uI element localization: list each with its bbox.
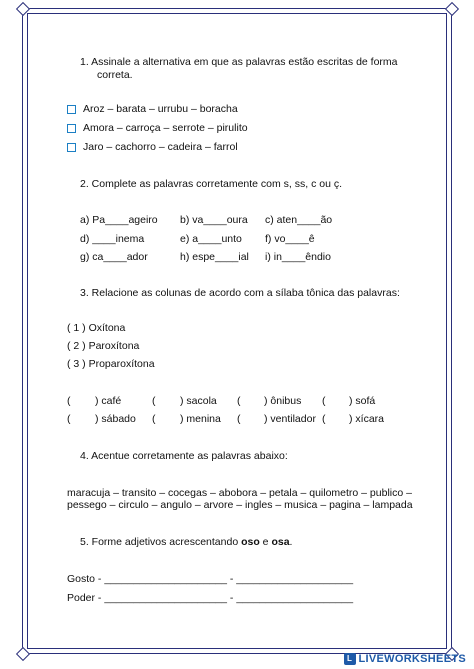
- q1-option-label: Jaro – cachorro – cadeira – farrol: [83, 141, 238, 153]
- q3-answer-paren[interactable]: (: [152, 395, 156, 407]
- q1-option-checkbox[interactable]: [67, 124, 76, 133]
- q3-answer-paren[interactable]: (: [67, 395, 71, 407]
- q3-word: ) ônibus: [264, 395, 302, 407]
- q4-words[interactable]: maracuja – transito – cocegas – abobora – petala – quilometro – publico –: [67, 487, 412, 499]
- q3-word: ) xícara: [349, 413, 385, 425]
- q3-word: ) menina: [180, 413, 221, 425]
- q5-row[interactable]: Gosto - _____________________ - ____________________: [67, 573, 354, 585]
- q3-title: 3. Relacione as colunas de acordo com a sílaba tônica das palavras:: [80, 287, 400, 299]
- q1-option-checkbox[interactable]: [67, 105, 76, 114]
- q4-title: 4. Acentue corretamente as palavras abaixo:: [80, 450, 288, 462]
- q3-word: ) sábado: [95, 413, 136, 425]
- q5-row[interactable]: Poder - _____________________ - ____________________: [67, 592, 354, 604]
- q2-title: 2. Complete as palavras corretamente com s, ss, c ou ç.: [80, 178, 343, 190]
- q1-option-label: Amora – carroça – serrote – pirulito: [83, 122, 248, 134]
- q2-item[interactable]: f) vo____ê: [265, 233, 315, 245]
- q3-word: ) café: [95, 395, 122, 407]
- q3-word: ) sacola: [180, 395, 217, 407]
- q3-word: ) sofá: [349, 395, 376, 407]
- q5-suffix-oso: oso: [241, 536, 260, 548]
- q2-item[interactable]: d) ____inema: [80, 233, 145, 245]
- q3-answer-paren[interactable]: (: [322, 395, 326, 407]
- q5-title-text: 5. Forme adjetivos acrescentando: [80, 536, 242, 548]
- q4-words[interactable]: pessego – circulo – angulo – arvore – ingles – musica – pagina – lampada: [67, 499, 413, 511]
- q5-title-conj: e: [259, 536, 272, 548]
- q3-answer-paren[interactable]: (: [152, 413, 156, 425]
- q2-item[interactable]: e) a____unto: [180, 233, 242, 245]
- q2-item[interactable]: i) in____êndio: [265, 251, 331, 263]
- q3-word: ) ventilador: [264, 413, 316, 425]
- q1-option-checkbox[interactable]: [67, 143, 76, 152]
- q1-title-cont: correta.: [97, 69, 133, 81]
- q2-item[interactable]: g) ca____ador: [80, 251, 148, 263]
- q5-title: [80, 536, 292, 549]
- q5-title-end: .: [289, 536, 293, 548]
- q2-item[interactable]: a) Pa____ageiro: [80, 214, 158, 226]
- q3-answer-paren[interactable]: (: [237, 395, 241, 407]
- q1-option-label: Aroz – barata – urrubu – boracha: [83, 103, 238, 115]
- q3-answer-paren[interactable]: (: [67, 413, 71, 425]
- q3-legend-item: ( 2 ) Paroxítona: [67, 340, 140, 352]
- q3-legend-item: ( 1 ) Oxítona: [67, 322, 126, 334]
- liveworksheets-logo-icon: L: [344, 653, 356, 665]
- q3-legend-item: ( 3 ) Proparoxítona: [67, 358, 155, 370]
- q1-title: 1. Assinale a alternativa em que as palavras estão escritas de forma: [80, 56, 398, 68]
- q2-item[interactable]: h) espe____ial: [180, 251, 249, 263]
- q3-answer-paren[interactable]: (: [322, 413, 326, 425]
- liveworksheets-wordmark: LIVEWORKSHEETS: [358, 653, 466, 665]
- liveworksheets-brand[interactable]: [344, 652, 467, 666]
- q5-suffix-osa: osa: [271, 536, 290, 548]
- q2-item[interactable]: b) va____oura: [180, 214, 248, 226]
- q3-answer-paren[interactable]: (: [237, 413, 241, 425]
- q2-item[interactable]: c) aten____ão: [265, 214, 333, 226]
